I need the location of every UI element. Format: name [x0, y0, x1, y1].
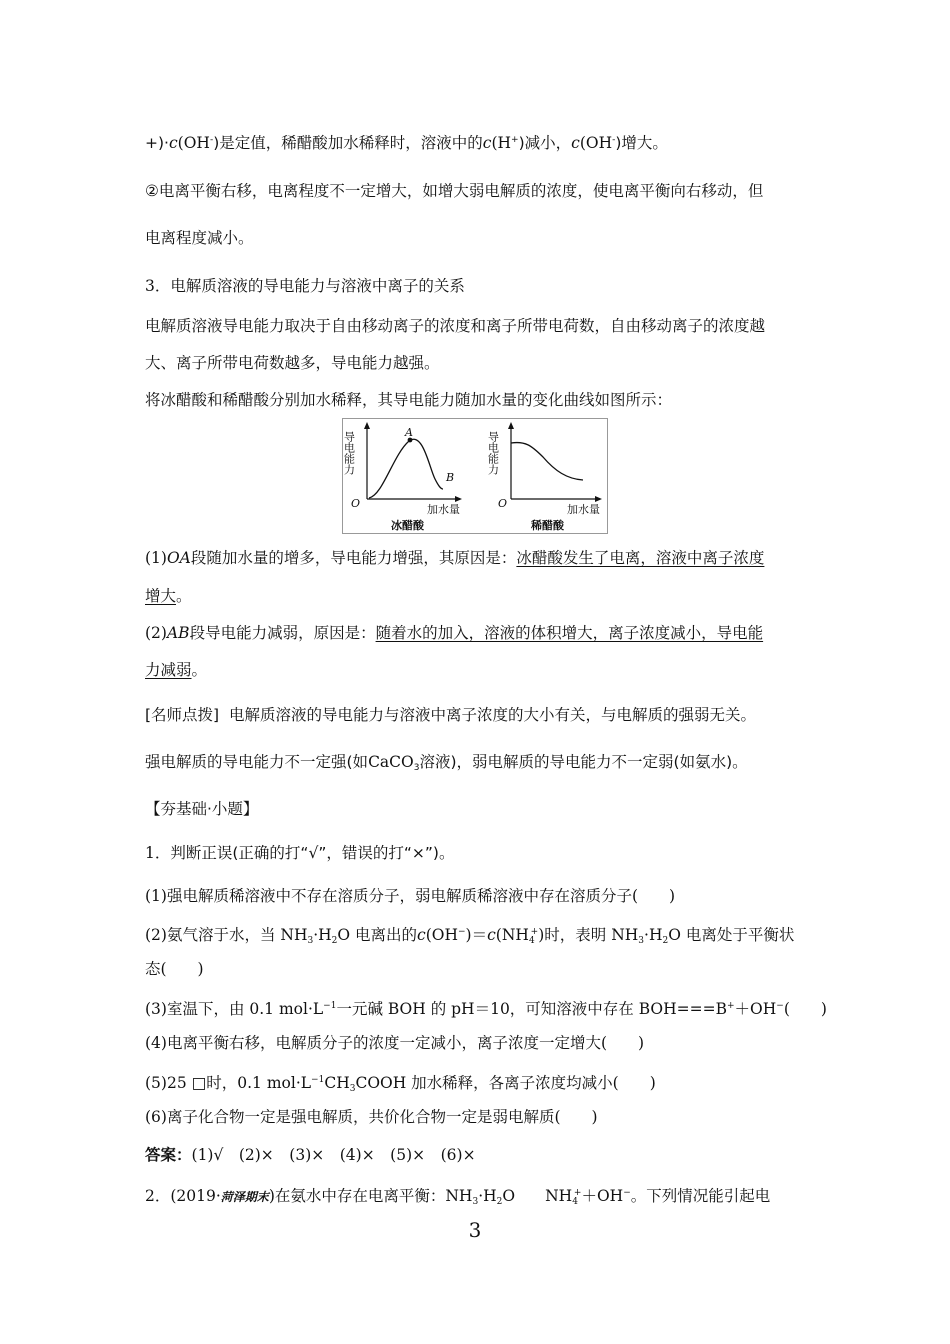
right-x-label: 加水量 — [567, 503, 600, 516]
exercise-header: 【夯基础·小题】 — [145, 800, 259, 818]
conductivity-paragraph-line1: 电解质溶液导电能力取决于自由移动离子的浓度和离子所带电荷数，自由移动离子的浓度越 — [145, 317, 766, 335]
left-y-label: 导电能力 — [343, 431, 356, 475]
judgment-item-2-line2: 态( ) — [145, 960, 204, 978]
section-heading: 3．电解质溶液的导电能力与溶液中离子的关系 — [145, 277, 465, 295]
left-caption: 冰醋酸 — [391, 519, 424, 532]
point-a-label: A — [405, 426, 413, 439]
conductivity-curves — [343, 419, 607, 533]
page-number: 3 — [468, 1218, 482, 1242]
question-1-title: 1．判断正误(正确的打“√”，错误的打“×”)。 — [145, 844, 455, 862]
right-origin: O — [498, 497, 508, 510]
left-y-arrow — [364, 422, 370, 429]
judgment-item-4: (4)电离平衡右移，电解质分子的浓度一定减小，离子浓度一定增大( ) — [145, 1034, 645, 1052]
question-ab-line2: 力减弱。 — [145, 661, 208, 679]
conductivity-paragraph-line2: 大、离子所带电荷数越多，导电能力越强。 — [145, 354, 440, 372]
paragraph-ionic-product: +)·c(OH-)是定值，稀醋酸加水稀释时，溶液中的c(H+)减小，c(OH-)增大。 — [145, 134, 668, 152]
figure-intro: 将冰醋酸和稀醋酸分别加水稀释，其导电能力随加水量的变化曲线如图所示： — [145, 391, 673, 409]
right-y-arrow — [508, 422, 514, 429]
judgment-item-5: (5)25 □时，0.1 $mol\cdot L^{-1}CH_3COOH$ 加水稀释，各离子浓度均减小( ) — [145, 1074, 656, 1094]
question-oa-line2: 增大。 — [145, 587, 192, 605]
right-x-arrow — [595, 496, 602, 502]
judgment-item-2-line1: (2)氨气溶于水，当 $NH_3\cdot H_2O$ 电离出的$c(OH^-)=c(NH_4^+)$时，表明 $NH_3\cdot H_2O$ 电离处于平衡状 — [145, 926, 795, 946]
dilute-acetic-curve — [511, 443, 583, 480]
left-x-label: 加水量 — [427, 503, 460, 516]
judgment-item-3: (3)室温下，由 0.1 $mol\cdot L^{-1}$一元碱 BOH 的 pH＝10，可知溶液中存在 BOH===B+＋OH−( ) — [145, 1000, 827, 1018]
teacher-tip-line1: [名师点拨] 电解质溶液的导电能力与溶液中离子浓度的大小有关，与电解质的强弱无关。 — [145, 706, 756, 724]
judgment-item-1: (1)强电解质稀溶液中不存在溶质分子，弱电解质稀溶液中存在溶质分子( ) — [145, 887, 676, 905]
right-caption: 稀醋酸 — [531, 519, 564, 532]
paragraph-equilibrium-shift-line1: ②电离平衡右移，电离程度不一定增大，如增大弱电解质的浓度，使电离平衡向右移动，但 — [145, 182, 764, 200]
conductivity-figure — [342, 418, 608, 534]
teacher-tip-line2: 强电解质的导电能力不一定强(如CaCO$_3$溶液)，弱电解质的导电能力不一定弱(如氨水)。 — [145, 753, 748, 773]
question-ab-line1: (2)AB段导电能力减弱，原因是：随着水的加入，溶液的体积增大，离子浓度减小，导电能 — [145, 624, 764, 642]
question-oa-line1: (1)OA段随加水量的增多，导电能力增强，其原因是：冰醋酸发生了电离，溶液中离子浓度 — [145, 549, 765, 567]
judgment-item-6: (6)离子化合物一定是强电解质，共价化合物一定是弱电解质( ) — [145, 1108, 598, 1126]
left-x-arrow — [455, 496, 462, 502]
right-y-label: 导电能力 — [486, 431, 500, 475]
point-b-label: B — [446, 471, 455, 484]
left-origin: O — [351, 497, 361, 510]
question-2-line1: 2．(2019·菏泽期末)在氨水中存在电离平衡：$NH_3\cdot H_2O$ $NH_4^++OH^-$。下列情况能引起电 — [145, 1187, 771, 1207]
answers: 答案：(1)√ (2)× (3)× (4)× (5)× (6)× — [145, 1146, 476, 1164]
glacial-acetic-curve — [369, 439, 443, 498]
paragraph-equilibrium-shift-line2: 电离程度减小。 — [145, 229, 254, 247]
